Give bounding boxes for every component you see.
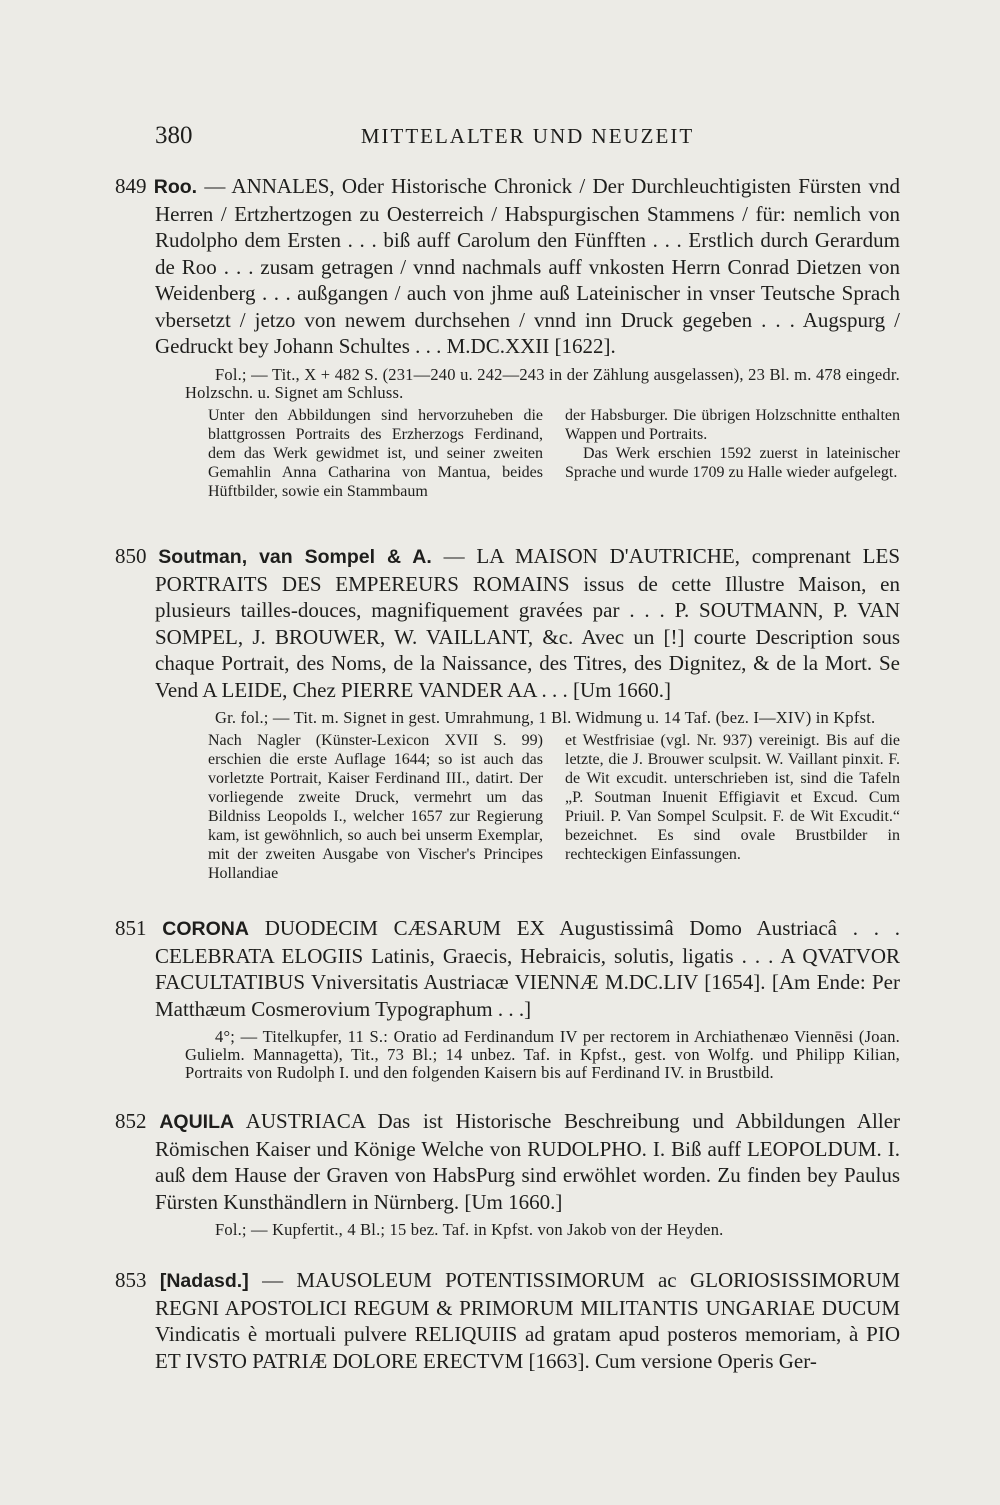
entry-author: Soutman, van Sompel & A. — [158, 546, 432, 568]
note-paragraph: Das Werk erschien 1592 zuerst in lateinischer Sprache und wurde 1709 zu Halle wieder aufgelegt. — [565, 444, 900, 481]
note-column-left — [208, 406, 543, 501]
entry-number: 849 — [115, 174, 147, 198]
entry-title: AUSTRIACA Das ist Historische Beschreibung und Abbildungen Aller Römischen Kaiser und Könige Welche von RUDOLPHO. I. Biß auff LEOPOLDUM. I. auß dem Hause der Graven von HabsPurg sind erwöhlet worden. Zu finden bey Paulus Fürsten Kunsthändlern in Nürnberg. [Um 1660.] — [155, 1109, 901, 1214]
note-paragraph: Unter den Abbildungen sind hervorzuheben die blattgrossen Portraits des Erzherzogs Ferdinand, dem das Werk gewidmet ist, und seiner zweiten Gemahlin Anna Catharina von Mantua, beides Hüftbilder, sowie ein Stammbaum — [208, 406, 543, 500]
entry-author: [Nadasd.] — [159, 1270, 249, 1292]
entry-main-text — [110, 173, 900, 360]
entry-main-text — [110, 543, 900, 703]
entry-title: DUODECIM CÆSARUM EX Augustissimâ Domo Austriacâ . . . CELEBRATA ELOGIIS Latinis, Graecis, Hebraicis, solutis, ligatis . . . A QVATVOR FACULTATIBUS Vniversitatis Austriacæ VIENNÆ M.DC.LIV [1654]. [Am Ende: Per Matthæum Cosmerovium Typographum . . .] — [155, 916, 901, 1021]
entry-collation: Fol.; — Tit., X + 482 S. (231—240 u. 242—243 in der Zählung ausgelassen), 23 Bl. m. 478 eingedr. Holzschn. u. Signet am Schluss. — [185, 364, 900, 402]
catalogue-entry — [110, 1108, 900, 1239]
entry-notes — [208, 406, 900, 501]
entry-author: CORONA — [162, 918, 249, 940]
entry-title: — MAUSOLEUM POTENTISSIMORUM ac GLORIOSISSIMORUM REGNI APOSTOLICI REGUM & PRIMORUM MILITANTIS UNGARIAE DUCUM Vindicatis è mortuali pulvere RELIQUIIS ad gratam apud posteros memoriam, à PIO ET IVSTO PATRIÆ DOLORE ERECTVM [1663]. Cum versione Operis Ger- — [155, 1268, 901, 1373]
page-header — [155, 122, 900, 156]
entry-collation: Fol.; — Kupfertit., 4 Bl.; 15 bez. Taf. in Kpfst. von Jakob von der Heyden. — [215, 1220, 724, 1239]
catalogue-entry — [110, 173, 900, 501]
entry-main-text — [110, 1267, 900, 1374]
note-paragraph: der Habsburger. Die übrigen Holzschnitte enthalten Wappen und Portraits. — [565, 406, 900, 443]
entry-collation: 4°; — Titelkupfer, 11 S.: Oratio ad Ferdinandum IV per rectorem in Archiathenæo Viennēsi (Joan. Gulielm. Mannagetta), Tit., 73 Bl.; 14 unbez. Taf. in Kpfst., gest. von Wolfg. und Philipp Kilian, Portraits von Rudolph I. und den folgenden Kaisern bis auf Ferdinand IV. in Brustbild. — [185, 1027, 900, 1082]
entry-author: AQUILA — [159, 1111, 235, 1133]
entry-author: Roo. — [153, 176, 198, 198]
entry-number: 850 — [115, 544, 147, 568]
note-paragraph: Nach Nagler (Künster-Lexicon XVII S. 99) erschien die erste Auflage 1644; so ist auch das vorletzte Portrait, Kaiser Ferdinand III., datirt. Der vorliegende zweite Druck, vermehrt um das Bildniss Leopolds I., welcher 1657 zur Regierung kam, ist gewöhnlich, so auch bei unserm Exemplar, mit der zweiten Ausgabe von Vischer's Principes Hollandiae — [208, 732, 543, 882]
running-title: MITTELALTER UND NEUZEIT — [360, 124, 695, 148]
note-column-left — [208, 731, 543, 883]
entry-number: 851 — [115, 916, 147, 940]
note-paragraph: et Westfrisiae (vgl. Nr. 937) vereinigt. Bis auf die letzte, die J. Brouwer sculpsit. W. Vaillant pinxit. F. de Wit excudit. unterschrieben ist, sind die Tafeln „P. Soutman Inuenit Effigiavit et Excud. Cum Priuil. P. Van Sompel Sculpsit. F. de Wit Excudit.“ bezeichnet. Es sind ovale Brustbilder in rechteckigen Einfassungen. — [565, 732, 900, 863]
note-column-right — [565, 406, 900, 501]
entry-number: 852 — [115, 1109, 147, 1133]
entry-number: 853 — [115, 1268, 147, 1292]
entry-collation: Gr. fol.; — Tit. m. Signet in gest. Umrahmung, 1 Bl. Widmung u. 14 Taf. (bez. I—XIV) in Kpfst. — [215, 708, 876, 727]
page-number: 380 — [155, 122, 193, 149]
entry-notes — [208, 731, 900, 883]
catalogue-entry — [110, 543, 900, 883]
catalogue-entry — [110, 1267, 900, 1374]
note-column-right — [565, 731, 900, 883]
catalogue-entry — [110, 915, 900, 1082]
entry-title: — LA MAISON D'AUTRICHE, comprenant LES PORTRAITS DES EMPEREURS ROMAINS issus de cette Illustre Maison, en plusieurs tailles-douces, magnifiquement gravées par . . . P. SOUTMANN, P. VAN SOMPEL, J. BROUWER, W. VAILLANT, &c. Avec un [!] courte Description sous chaque Portrait, des Noms, de la Naissance, des Titres, des Dignitez, & de la Mort. Se Vend A LEIDE, Chez PIERRE VANDER AA . . . [Um 1660.] — [155, 544, 900, 702]
entry-main-text — [110, 915, 900, 1022]
entry-title: — ANNALES, Oder Historische Chronick / Der Durchleuchtigisten Fürsten vnd Herren / Ertzhertzogen zu Oesterreich / Habspurgischen Stammens / für: nemlich von Rudolpho dem Ersten . . . biß auff Carolum den Fünfften . . . Erstlich durch Gerardum de Roo . . . zusam getragen / vnnd nachmals auff vnkosten Herrn Conrad Dietzen von Weidenberg . . . außgangen / auch von jhme auß Lateinischer in vnser Teutsche Sprach vbersetzt / jetzo von newem durchsehen / vnnd inn Druck gegeben . . . Augspurg / Gedruckt bey Johann Schultes . . . M.DC.XXII [1622]. — [155, 174, 900, 358]
entry-main-text — [110, 1108, 900, 1215]
